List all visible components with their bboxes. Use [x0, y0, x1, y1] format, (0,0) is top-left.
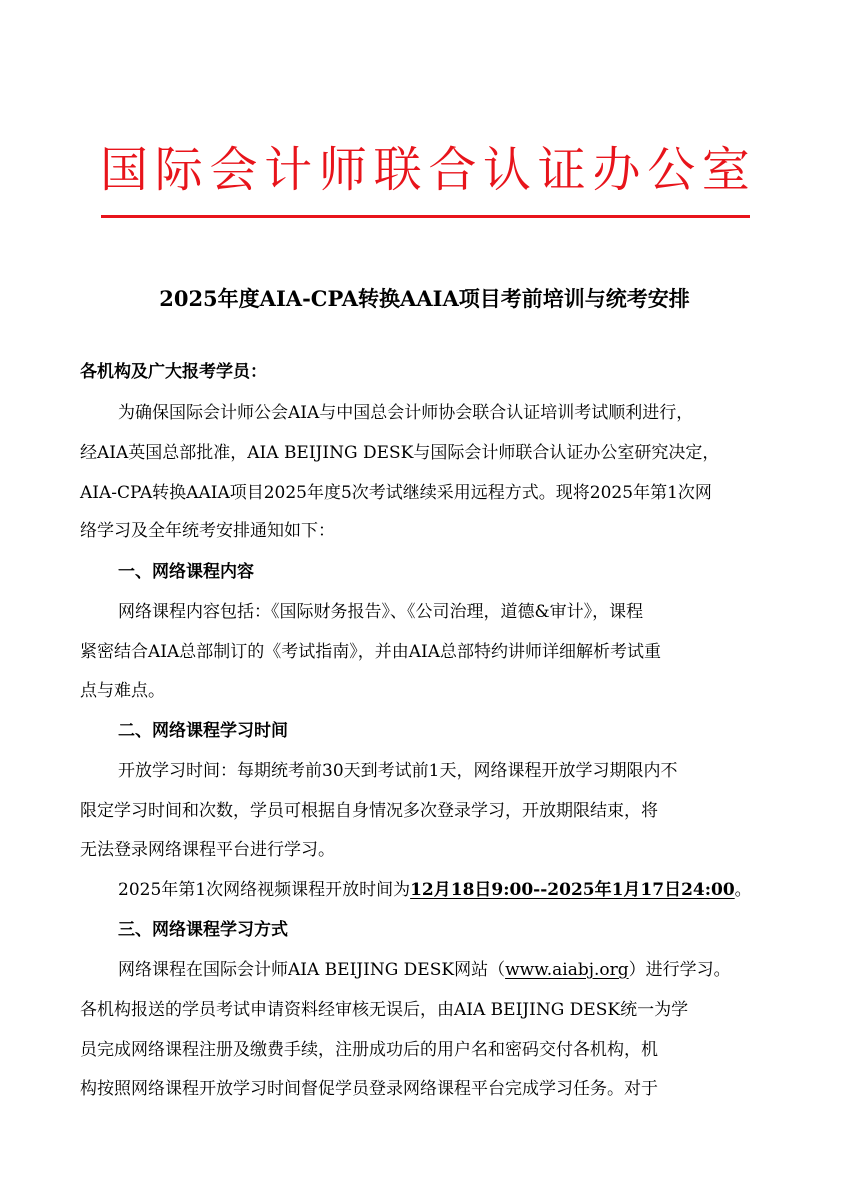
header-char: 国 — [100, 142, 149, 198]
salutation: 各机构及广大报考学员： — [80, 362, 267, 382]
section1-line: 紧密结合AIA总部制订的《考试指南》，并由AIA总部特约讲师详细解析考试重 — [80, 642, 662, 662]
section2-line: 开放学习时间：每期统考前30天到考试前1天，网络课程开放学习期限内不 — [118, 761, 678, 781]
website-prefix: 网络课程在国际会计师AIA BEIJING DESK网站（ — [118, 960, 506, 980]
header-char: 公 — [647, 142, 696, 198]
section-heading: 二、网络课程学习时间 — [118, 721, 288, 741]
section-heading: 三、网络课程学习方式 — [118, 920, 288, 940]
schedule-period: 12月18日9:00--2025年1月17日24:00 — [410, 880, 735, 900]
section3-line: 构按照网络课程开放学习时间督促学员登录网络课程平台完成学习任务。对于 — [80, 1079, 658, 1099]
section-heading: 一、网络课程内容 — [118, 562, 254, 582]
section2-line: 限定学习时间和次数，学员可根据自身情况多次登录学习，开放期限结束，将 — [80, 801, 658, 821]
section1-line: 点与难点。 — [80, 681, 165, 701]
schedule-line — [118, 875, 780, 905]
header-char: 会 — [209, 142, 258, 198]
document-title: 2025年度AIA-CPA转换AAIA项目考前培训与统考安排 — [159, 286, 690, 311]
header-char: 计 — [264, 142, 313, 198]
header-char: 际 — [154, 142, 203, 198]
intro-line: 经AIA英国总部批准，AIA BEIJING DESK与国际会计师联合认证办公室研究决定， — [80, 443, 720, 463]
header-char: 认 — [483, 142, 532, 198]
header-char: 办 — [592, 142, 641, 198]
header-char: 师 — [318, 142, 367, 198]
section3-line — [118, 955, 780, 985]
header-char: 联 — [373, 142, 422, 198]
header-divider — [101, 215, 750, 218]
intro-line: 络学习及全年统考安排通知如下： — [80, 521, 335, 541]
header-char: 证 — [537, 142, 586, 198]
section2-line: 无法登录网络课程平台进行学习。 — [80, 840, 335, 860]
office-name-header — [100, 140, 750, 200]
section1-line: 网络课程内容包括：《国际财务报告》、《公司治理，道德&审计》，课程 — [118, 602, 644, 622]
header-char: 室 — [701, 142, 750, 198]
schedule-prefix: 2025年第1次网络视频课程开放时间为 — [118, 880, 411, 900]
intro-line: AIA-CPA转换AAIA项目2025年度5次考试继续采用远程方式。现将2025年第1次网 — [80, 483, 712, 503]
intro-line: 为确保国际会计师公会AIA与中国总会计师协会联合认证培训考试顺利进行， — [118, 403, 694, 423]
website-suffix: ）进行学习。 — [628, 960, 731, 980]
section3-line: 各机构报送的学员考试申请资料经审核无误后，由AIA BEIJING DESK统一为学 — [80, 1000, 689, 1020]
schedule-suffix: 。 — [734, 880, 752, 900]
website-link[interactable]: www.aiabj.org — [505, 960, 629, 980]
header-char: 合 — [428, 142, 477, 198]
section3-line: 员完成网络课程注册及缴费手续，注册成功后的用户名和密码交付各机构，机 — [80, 1040, 658, 1060]
